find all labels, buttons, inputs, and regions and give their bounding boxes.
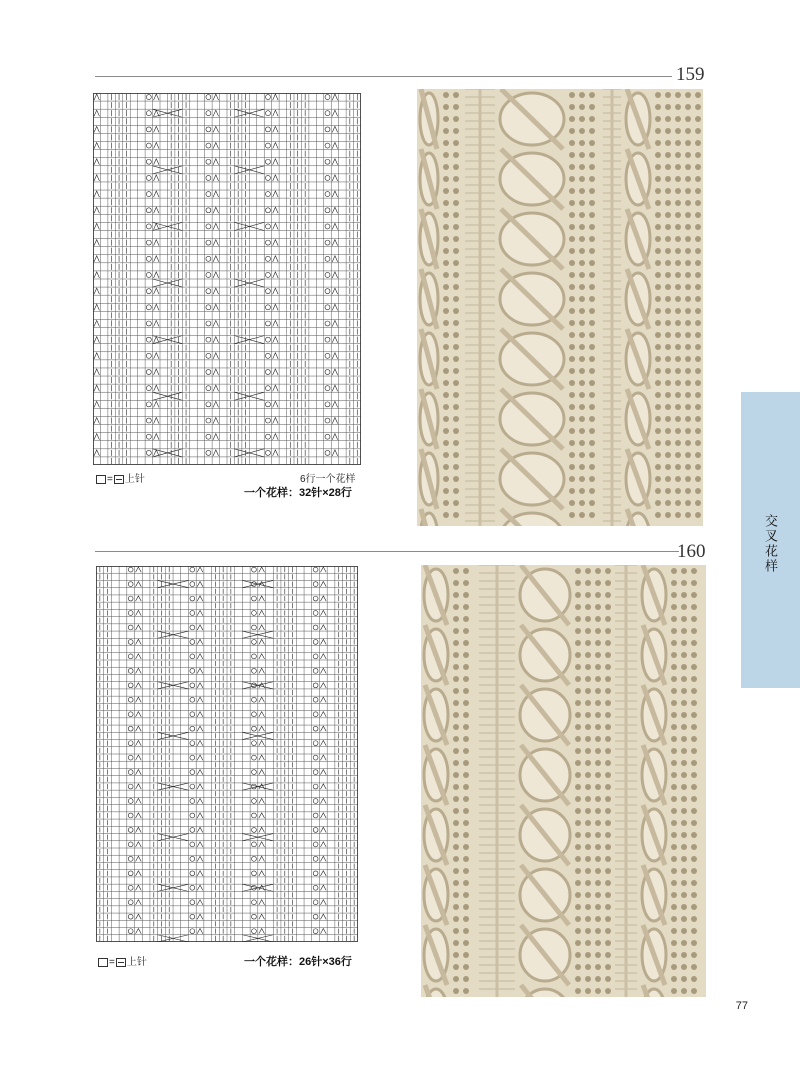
pattern-159-swatch-photo xyxy=(417,89,703,526)
pattern-159-chart xyxy=(93,93,361,465)
pattern-159-repeat-note: 6行一个花样 xyxy=(300,474,356,485)
pattern-160-swatch-photo xyxy=(421,565,706,997)
legend-text: 上针 xyxy=(124,474,145,485)
page-number: 77 xyxy=(735,1000,748,1012)
pattern-160-rule xyxy=(95,551,679,552)
blank-square-icon xyxy=(98,958,108,967)
purl-symbol-icon xyxy=(114,475,124,484)
pattern-160-legend: = 上针 xyxy=(97,953,147,968)
pattern-160-chart xyxy=(96,566,358,942)
purl-symbol-icon xyxy=(116,958,126,967)
pattern-159-rule xyxy=(95,76,672,77)
section-tab xyxy=(741,392,800,688)
section-tab-label: 交叉花样 xyxy=(763,514,778,574)
pattern-159-legend: = 上针 xyxy=(95,470,145,485)
pattern-159-gauge: 一个花样：32针×28行 xyxy=(244,487,352,499)
legend-text: 上针 xyxy=(126,957,147,968)
pattern-160-gauge: 一个花样：26针×36行 xyxy=(244,956,352,968)
pattern-159-number: 159 xyxy=(676,64,705,85)
pattern-160-number: 160 xyxy=(677,541,706,562)
blank-square-icon xyxy=(96,475,106,484)
